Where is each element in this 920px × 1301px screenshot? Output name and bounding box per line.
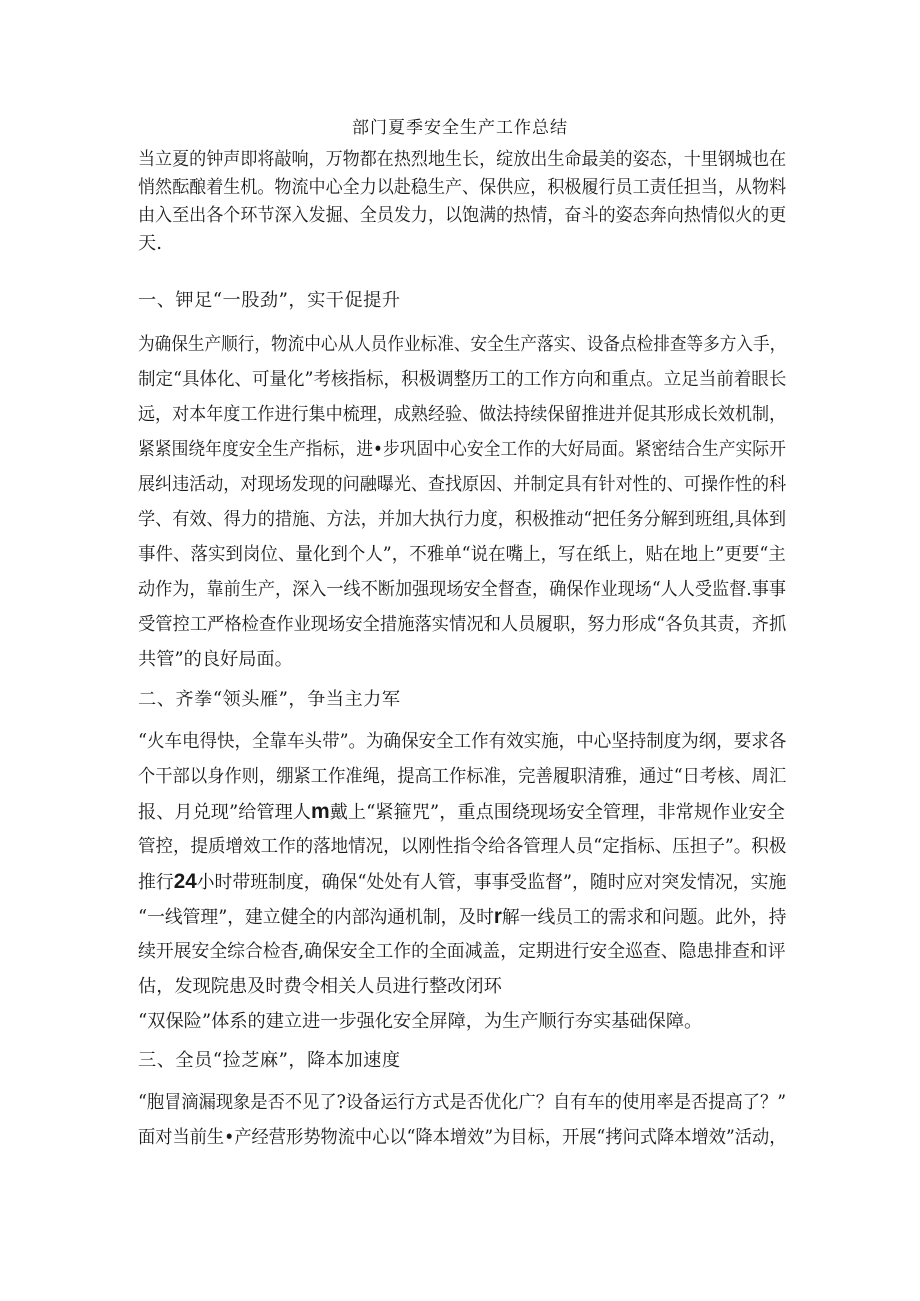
line-text: “一线管理”，建立健全的内部沟通机制，及时 [138, 907, 494, 928]
line-text: 报、月兑现”给管理人 [138, 802, 311, 823]
line-text-emphasis: 24 [173, 870, 197, 893]
paragraph-line: 动作为，靠前生产，深入一线不断加强现场安全督查，确保作业现场“人人受监督.事事 [138, 579, 787, 600]
paragraph-line: 制定“具体化、可量化”考核指标，积极调整历工的工作方向和重点。立足当前着眼长 [138, 369, 787, 390]
paragraph-line: 个干部以身作则，绷紧工作准绳，提高工作标准，完善履职清雅，通过“日考核、周汇 [138, 766, 787, 787]
section-heading: 一、钾足“一股劲”，实干促提升 [138, 290, 401, 311]
line-text-emphasis: r [493, 905, 502, 928]
paragraph-line: 由入至出各个环节深入发掘、全员发力，以饱满的热情，奋斗的姿态奔向热情似火的更 [138, 205, 787, 226]
paragraph-line: 当立夏的钟声即将敲响，万物都在热烈地生长，绽放出生命最美的姿态，十里钢城也在 [138, 149, 787, 170]
line-text: 戴上“紧箍咒”，重点围绕现场安全管理，非常规作业安全 [329, 802, 785, 823]
paragraph-line: 事件、落实到岗位、量化到个人”，不雅单“说在嘴上，写在纸上，贴在地上”更要“主 [138, 544, 786, 565]
paragraph-line: 紧紧围绕年度安全生产指标，进•步巩固中心安全工作的大好局面。紧密结合生产实际开 [138, 439, 786, 460]
paragraph-line: 受管控工严格检查作业现场安全措施落实情况和人员履职，努力形成“各负其责，齐抓 [138, 614, 787, 635]
paragraph-line: 续开展安全综合检杳,确保安全工作的全面减盖，定期进行安全巡查、隐患排查和评 [138, 941, 786, 962]
paragraph-line: “火车电得快，全靠车头带”。为确保安全工作有效实施，中心坚持制度为纲，要求各 [138, 731, 787, 752]
document-title: 部门夏季安全生产工作总结 [352, 118, 568, 138]
paragraph-line [138, 800, 785, 825]
line-text-emphasis: m [311, 800, 330, 823]
paragraph-line: 展纠违活动，对现场发现的问融曝光、查找原因、并制定具有针对性的、可操作性的科 [138, 474, 787, 495]
paragraph-line: 共管”的良好局面。 [138, 649, 293, 670]
paragraph-line [138, 870, 786, 895]
section-heading: 三、全员“捡芝麻”，降本加速度 [138, 1050, 401, 1071]
paragraph-line: 管控，提质增效工作的落地情况，以刚性指令给各管理人员“定指标、压担子”。积极 [138, 836, 787, 857]
section-heading: 二、齐拳“领头雁”，争当主力军 [138, 689, 401, 710]
paragraph-line: 估，发现院患及时费令相关人员进行整改闭环 [138, 976, 502, 997]
paragraph-line: “双保险”体系的建立进一步强化安全屏障，为生产顺行夯实基础保障。 [138, 1011, 703, 1032]
paragraph-line: 学、有效、得力的措施、方法，并加大执行力度，积极推动“把任务分解到班组,具体到 [138, 509, 787, 530]
paragraph-line: 天. [138, 233, 162, 254]
paragraph-line: 为确保生产顺行，物流中心从人员作业标准、安全生产落实、设备点检排查等多方入手， [138, 334, 787, 355]
paragraph-line: 面对当前生•产经营形势物流中心以“降本增效”为目标，开展“拷问式降本增效”活动， [138, 1127, 787, 1148]
line-text: 解一线员工的需求和问题。此外，持 [501, 907, 787, 928]
line-text: 推行 [138, 872, 174, 893]
paragraph-line [138, 905, 786, 930]
line-text: 小时带班制度，确保“处处有人管，事事受监督”，随时应对突发情况，实施 [196, 872, 787, 893]
paragraph-line: 远，对本年度工作进行集中梳理，成熟经验、做法持续保留推进并促其形成长效机制， [138, 404, 787, 425]
paragraph-line: 悄然酝酿着生机。物流中心全力以赴稳生产、保供应，积极履行员工责任担当，从物料 [138, 177, 787, 198]
paragraph-line: “胞冒滴漏现象是否不见了?设备运行方式是否优化广？自有车的使用率是否提高了？” [138, 1092, 787, 1113]
